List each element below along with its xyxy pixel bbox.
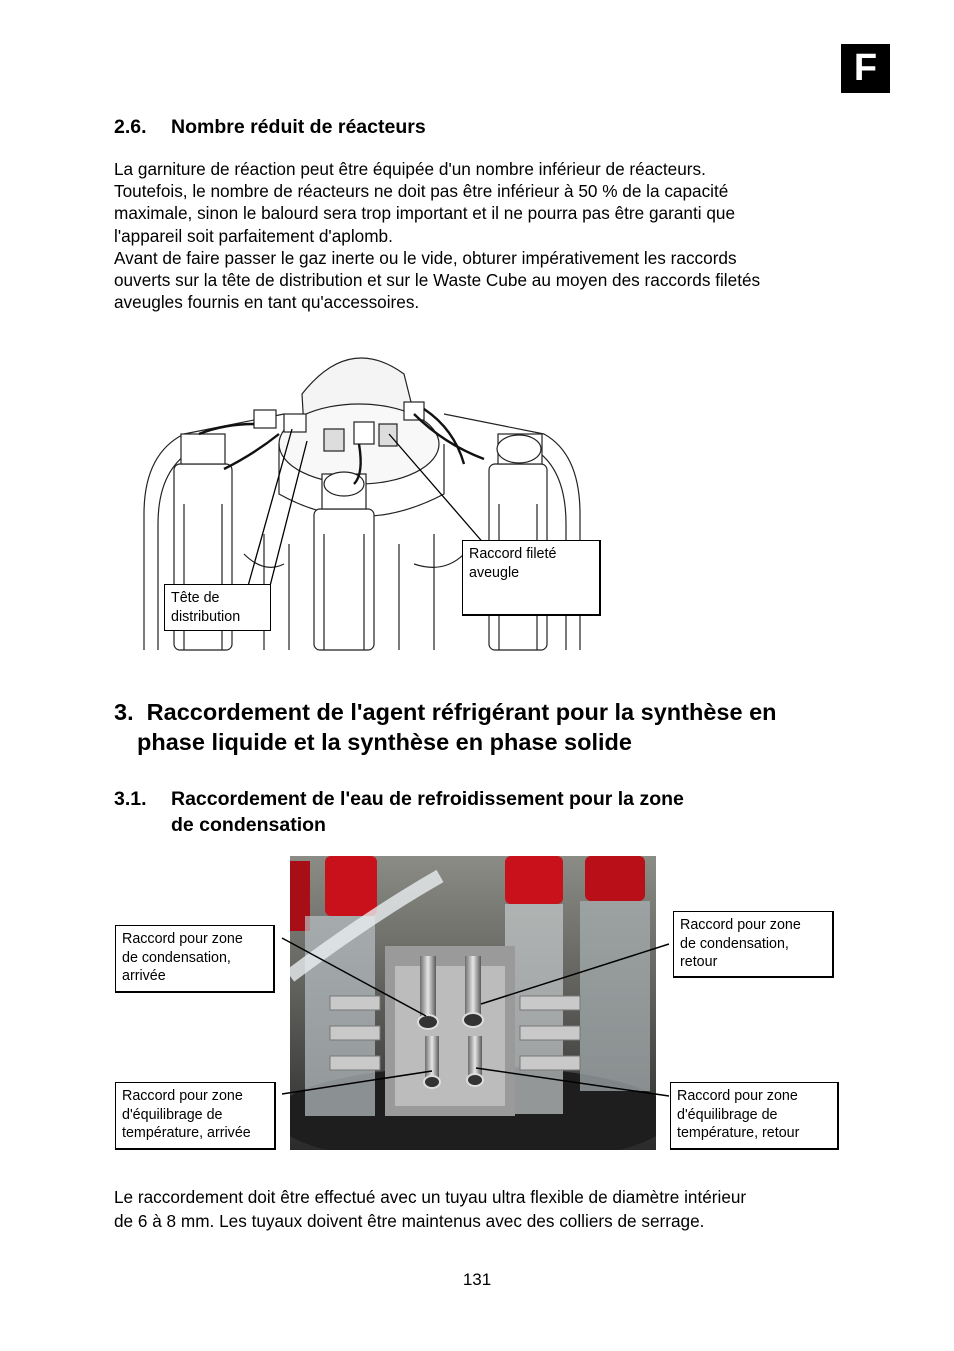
label-line: Raccord pour zone bbox=[122, 1088, 243, 1104]
blind-fitting-label bbox=[462, 540, 601, 616]
page-number: 131 bbox=[462, 1270, 492, 1289]
section-number: 2.6. bbox=[114, 116, 147, 138]
label-line: distribution bbox=[171, 608, 241, 625]
label-line: température, arrivée bbox=[122, 1125, 251, 1141]
paragraph-line: l'appareil soit parfaitement d'aplomb. bbox=[114, 225, 393, 246]
paragraph-line: de 6 à 8 mm. Les tuyaux doivent être maintenus avec des colliers de serrage. bbox=[114, 1211, 705, 1231]
section-title-line1: Raccordement de l'eau de refroidissement pour la zone bbox=[171, 788, 684, 810]
cooling-connections-figure bbox=[114, 856, 840, 1152]
temperature-return-label bbox=[670, 1082, 839, 1150]
label-line: retour bbox=[680, 954, 718, 970]
label-line: Raccord pour zone bbox=[680, 917, 801, 933]
section-3-1-heading bbox=[114, 786, 684, 838]
paragraph-line: Toutefois, le nombre de réacteurs ne doit pas être inférieur à 50 % de la capacité bbox=[114, 181, 729, 202]
paragraph-line: aveugles fournis en tant qu'accessoires. bbox=[114, 292, 420, 313]
paragraph-line: Avant de faire passer le gaz inerte ou le vide, obturer impérativement les raccords bbox=[114, 247, 737, 268]
section-title bbox=[171, 786, 684, 838]
section-3-heading bbox=[114, 697, 777, 757]
section-3-title-line2: phase liquide et la synthèse en phase solide bbox=[137, 729, 632, 755]
condensation-inlet-label bbox=[115, 925, 275, 993]
label-line: de condensation, bbox=[680, 935, 789, 952]
label-line: température, retour bbox=[677, 1125, 800, 1141]
label-line: Raccord pour zone bbox=[122, 931, 243, 947]
paragraph-line: La garniture de réaction peut être équipée d'un nombre inférieur de réacteurs. bbox=[114, 159, 706, 179]
distribution-head-label bbox=[164, 584, 271, 631]
language-tab: F bbox=[841, 44, 890, 93]
section-number: 3. bbox=[114, 699, 134, 725]
label-line: d'équilibrage de bbox=[122, 1106, 223, 1123]
distribution-head-figure bbox=[114, 334, 610, 652]
label-line: arrivée bbox=[122, 968, 166, 984]
section-3-title-line1 bbox=[114, 697, 777, 727]
temperature-inlet-label bbox=[115, 1082, 276, 1150]
section-title: Raccordement de l'agent réfrigérant pour la synthèse en bbox=[146, 699, 777, 725]
label-line: de condensation, bbox=[122, 949, 231, 966]
condensation-return-label bbox=[673, 911, 834, 978]
section-2-6-heading bbox=[114, 114, 426, 140]
paragraph-line: ouverts sur la tête de distribution et sur le Waste Cube au moyen des raccords filetés bbox=[114, 270, 761, 291]
label-line: Raccord pour zone bbox=[677, 1088, 798, 1104]
label-line: aveugle bbox=[469, 564, 520, 581]
section-title: Nombre réduit de réacteurs bbox=[171, 116, 426, 138]
section-title-line2: de condensation bbox=[171, 814, 326, 836]
paragraph-line: Le raccordement doit être effectué avec un tuyau ultra flexible de diamètre intérieur bbox=[114, 1187, 747, 1207]
label-line: Tête de bbox=[171, 590, 220, 606]
label-line: Raccord fileté bbox=[469, 546, 557, 562]
section-2-6-paragraph bbox=[114, 158, 844, 313]
label-line: d'équilibrage de bbox=[677, 1106, 778, 1123]
paragraph-line: maximale, sinon le balourd sera trop important et il ne pourra pas être garanti que bbox=[114, 203, 735, 224]
section-3-1-paragraph bbox=[114, 1185, 844, 1233]
section-number: 3.1. bbox=[114, 788, 147, 810]
